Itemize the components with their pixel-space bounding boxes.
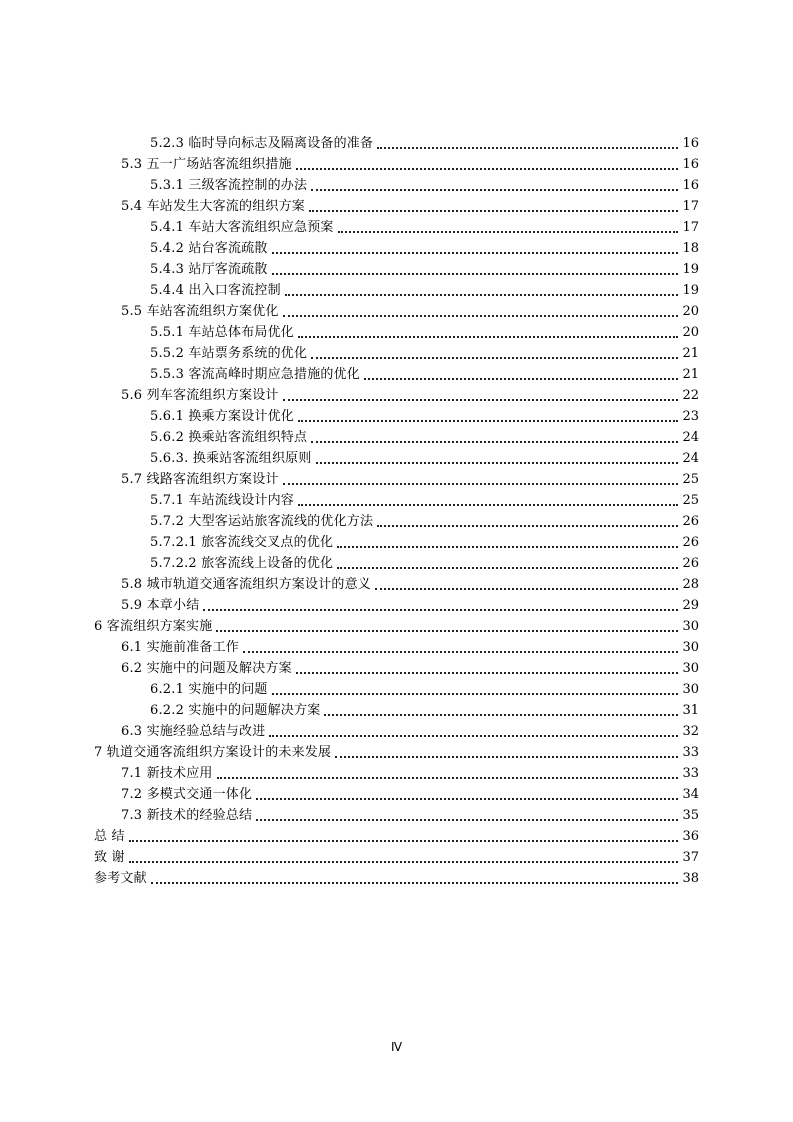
toc-entry-page-number: 29 [682, 598, 699, 613]
toc-dot-leader [203, 608, 678, 611]
toc-dot-leader [283, 314, 679, 317]
toc-dot-leader [216, 629, 678, 632]
toc-entry[interactable] [0, 719, 793, 740]
toc-entry[interactable] [0, 509, 793, 530]
toc-entry-title: 5.4.4 出入口客流控制 [150, 283, 281, 298]
toc-entry-page-number: 34 [682, 787, 699, 802]
toc-dot-leader [298, 419, 678, 422]
toc-dot-leader [285, 293, 679, 296]
toc-dot-leader [337, 566, 678, 569]
toc-entry[interactable] [0, 299, 793, 320]
toc-entry-title: 5.4.3 站厅客流疏散 [150, 262, 268, 277]
toc-entry-title: 5.7.2.1 旅客流线交叉点的优化 [150, 535, 334, 550]
toc-entry-page-number: 19 [682, 262, 699, 277]
toc-entry-page-number: 28 [682, 577, 699, 592]
toc-entry-title: 6.3 实施经验总结与改进 [121, 724, 266, 739]
toc-entry[interactable] [0, 467, 793, 488]
toc-entry[interactable] [0, 362, 793, 383]
toc-entry-page-number: 33 [682, 766, 699, 781]
toc-entry-page-number: 20 [682, 304, 699, 319]
toc-entry-title: 致 谢 [94, 850, 125, 865]
toc-dot-leader [243, 650, 678, 653]
toc-entry-title: 5.5.3 客流高峰时期应急措施的优化 [150, 367, 361, 382]
toc-dot-leader [377, 524, 678, 527]
toc-entry-title: 参考文献 [94, 871, 147, 886]
toc-dot-leader [298, 503, 678, 506]
toc-entry-title: 5.3.1 三级客流控制的办法 [150, 178, 308, 193]
toc-dot-leader [335, 755, 678, 758]
toc-dot-leader [311, 356, 678, 359]
toc-entry-title: 5.7.2 大型客运站旅客流线的优化方法 [150, 514, 374, 529]
toc-entry-title: 6 客流组织方案实施 [94, 619, 213, 634]
toc-entry[interactable] [0, 803, 793, 824]
toc-entry-page-number: 17 [682, 199, 699, 214]
toc-entry[interactable] [0, 530, 793, 551]
toc-entry[interactable] [0, 425, 793, 446]
toc-dot-leader [375, 587, 678, 590]
toc-entry-page-number: 35 [682, 808, 699, 823]
toc-entry-page-number: 30 [682, 619, 699, 634]
toc-dot-leader [129, 839, 679, 842]
toc-entry[interactable] [0, 215, 793, 236]
toc-entry-title: 总 结 [94, 829, 125, 844]
toc-entry-page-number: 32 [682, 724, 699, 739]
toc-dot-leader [298, 335, 678, 338]
toc-entry-title: 5.5 车站客流组织方案优化 [121, 304, 279, 319]
toc-entry[interactable] [0, 845, 793, 866]
toc-entry-page-number: 26 [682, 514, 699, 529]
toc-dot-leader [364, 377, 678, 380]
toc-entry[interactable] [0, 152, 793, 173]
toc-entry-title: 5.6 列车客流组织方案设计 [121, 388, 279, 403]
page-number-footer: Ⅳ [390, 1040, 403, 1054]
toc-entry-page-number: 21 [682, 346, 699, 361]
toc-entry-page-number: 24 [682, 451, 699, 466]
toc-entry[interactable] [0, 698, 793, 719]
toc-entry-page-number: 16 [682, 136, 699, 151]
toc-dot-leader [269, 734, 678, 737]
toc-entry[interactable] [0, 404, 793, 425]
toc-entry-page-number: 31 [682, 703, 699, 718]
toc-entry-page-number: 26 [682, 535, 699, 550]
toc-dot-leader [283, 482, 679, 485]
toc-entry-page-number: 16 [682, 157, 699, 172]
toc-entry-title: 5.7 线路客流组织方案设计 [121, 472, 279, 487]
toc-entry[interactable] [0, 656, 793, 677]
toc-entry-page-number: 21 [682, 367, 699, 382]
toc-entry-title: 5.2.3 临时导向标志及隔离设备的准备 [150, 136, 374, 151]
toc-entry[interactable] [0, 635, 793, 656]
toc-entry-title: 5.6.1 换乘方案设计优化 [150, 409, 295, 424]
toc-entry[interactable] [0, 173, 793, 194]
toc-dot-leader [151, 881, 679, 884]
toc-dot-leader [377, 146, 678, 149]
toc-dot-leader [296, 167, 679, 170]
toc-entry-title: 5.4.2 站台客流疏散 [150, 241, 268, 256]
toc-entry-page-number: 30 [682, 640, 699, 655]
toc-entry[interactable] [0, 488, 793, 509]
toc-dot-leader [217, 776, 679, 779]
toc-entry[interactable] [0, 866, 793, 887]
toc-entry-page-number: 33 [682, 745, 699, 760]
toc-entry-title: 5.7.2.2 旅客流线上设备的优化 [150, 556, 334, 571]
toc-entry-title: 5.9 本章小结 [121, 598, 200, 613]
toc-entry-title: 6.1 实施前准备工作 [121, 640, 240, 655]
toc-dot-leader [283, 398, 679, 401]
toc-entry-page-number: 30 [682, 682, 699, 697]
toc-entry[interactable] [0, 131, 793, 152]
toc-entry[interactable] [0, 446, 793, 467]
toc-entry[interactable] [0, 257, 793, 278]
toc-entry-title: 5.3 五一广场站客流组织措施 [121, 157, 292, 172]
toc-entry[interactable] [0, 614, 793, 635]
toc-entry[interactable] [0, 677, 793, 698]
toc-entry-title: 5.4 车站发生大客流的组织方案 [121, 199, 306, 214]
toc-entry-title: 5.8 城市轨道交通客流组织方案设计的意义 [121, 577, 372, 592]
toc-entry-title: 7.2 多模式交通一体化 [121, 787, 253, 802]
toc-entry-title: 7 轨道交通客流组织方案设计的未来发展 [94, 745, 332, 760]
toc-entry-title: 5.5.1 车站总体布局优化 [150, 325, 295, 340]
toc-entry-page-number: 25 [682, 493, 699, 508]
toc-entry[interactable] [0, 761, 793, 782]
toc-dot-leader [324, 713, 678, 716]
toc-entry-page-number: 19 [682, 283, 699, 298]
toc-dot-leader [316, 461, 679, 464]
toc-entry-title: 5.7.1 车站流线设计内容 [150, 493, 295, 508]
toc-dot-leader [272, 251, 679, 254]
toc-entry[interactable] [0, 320, 793, 341]
table-of-contents [0, 131, 793, 887]
toc-dot-leader [311, 440, 678, 443]
toc-entry-title: 6.2.1 实施中的问题 [150, 682, 268, 697]
toc-entry-title: 5.6.2 换乘站客流组织特点 [150, 430, 308, 445]
toc-entry-title: 7.1 新技术应用 [121, 766, 213, 781]
toc-entry[interactable] [0, 551, 793, 572]
toc-entry-title: 5.4.1 车站大客流组织应急预案 [150, 220, 334, 235]
toc-entry-page-number: 25 [682, 472, 699, 487]
toc-entry-title: 5.6.3. 换乘站客流组织原则 [150, 451, 312, 466]
toc-entry-page-number: 23 [682, 409, 699, 424]
toc-dot-leader [296, 671, 679, 674]
toc-dot-leader [309, 209, 678, 212]
toc-entry-title: 6.2.2 实施中的问题解决方案 [150, 703, 321, 718]
toc-entry[interactable] [0, 341, 793, 362]
toc-dot-leader [272, 692, 679, 695]
toc-entry-page-number: 22 [682, 388, 699, 403]
toc-dot-leader [129, 860, 679, 863]
toc-entry-page-number: 37 [682, 850, 699, 865]
toc-entry-page-number: 26 [682, 556, 699, 571]
toc-entry-title: 6.2 实施中的问题及解决方案 [121, 661, 292, 676]
toc-entry-page-number: 30 [682, 661, 699, 676]
toc-entry[interactable] [0, 278, 793, 299]
toc-entry-page-number: 20 [682, 325, 699, 340]
toc-dot-leader [256, 797, 678, 800]
toc-entry-page-number: 16 [682, 178, 699, 193]
toc-entry-title: 7.3 新技术的经验总结 [121, 808, 253, 823]
toc-entry[interactable] [0, 572, 793, 593]
toc-dot-leader [337, 545, 678, 548]
toc-entry-title: 5.5.2 车站票务系统的优化 [150, 346, 308, 361]
toc-entry-page-number: 24 [682, 430, 699, 445]
toc-dot-leader [338, 230, 679, 233]
toc-entry-page-number: 38 [682, 871, 699, 886]
toc-dot-leader [256, 818, 678, 821]
toc-entry-page-number: 18 [682, 241, 699, 256]
toc-entry[interactable] [0, 740, 793, 761]
toc-entry[interactable] [0, 824, 793, 845]
toc-entry[interactable] [0, 194, 793, 215]
toc-entry[interactable] [0, 383, 793, 404]
toc-entry[interactable] [0, 782, 793, 803]
toc-dot-leader [311, 188, 678, 191]
toc-entry[interactable] [0, 593, 793, 614]
toc-entry-page-number: 17 [682, 220, 699, 235]
toc-entry[interactable] [0, 236, 793, 257]
toc-dot-leader [272, 272, 679, 275]
toc-entry-page-number: 36 [682, 829, 699, 844]
